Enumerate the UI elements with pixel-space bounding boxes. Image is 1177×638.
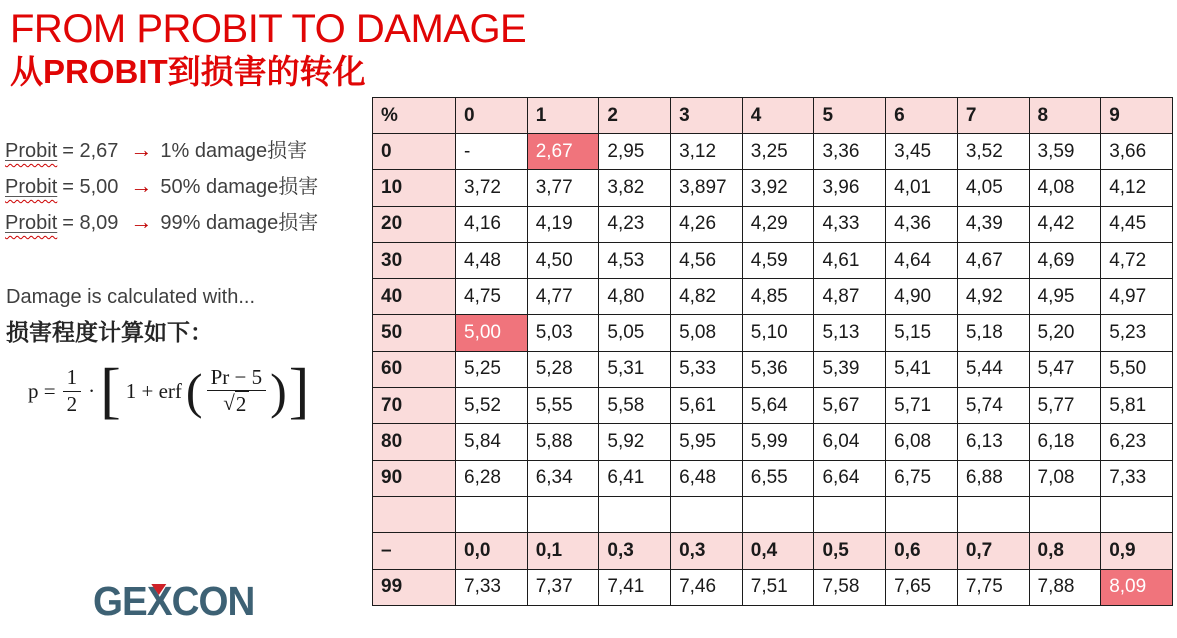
table-header-cell: 3 bbox=[671, 98, 743, 134]
formula-half-fraction: $\frac{1}{2}$ bbox=[63, 365, 82, 416]
probit-value-cell: 4,05 bbox=[957, 170, 1029, 206]
probit-value-cell bbox=[456, 496, 528, 532]
probit-value-cell: 0,0 bbox=[456, 533, 528, 569]
probit-value-cell: 5,64 bbox=[742, 388, 814, 424]
probit-value-cell: 4,01 bbox=[886, 170, 958, 206]
probit-value-cell bbox=[599, 496, 671, 532]
probit-value-cell: 3,66 bbox=[1101, 134, 1173, 170]
probit-value-cell: 6,64 bbox=[814, 460, 886, 496]
right-arrow-icon: → bbox=[130, 137, 153, 162]
probit-note-3 bbox=[5, 210, 318, 235]
table-header-cell: 6 bbox=[886, 98, 958, 134]
probit-value-cell: 4,64 bbox=[886, 242, 958, 278]
probit-value-cell: 4,12 bbox=[1101, 170, 1173, 206]
row-label-cell: 40 bbox=[373, 279, 456, 315]
table-row bbox=[373, 279, 1173, 315]
damage-text: 50% damage损害 bbox=[160, 176, 319, 198]
probit-value-cell: 4,85 bbox=[742, 279, 814, 315]
probit-value-cell: 4,90 bbox=[886, 279, 958, 315]
probit-value-cell bbox=[527, 496, 599, 532]
probit-value-cell: 5,20 bbox=[1029, 315, 1101, 351]
probit-value-cell: 0,6 bbox=[886, 533, 958, 569]
probit-formula: p = $\frac{1}{2}$ · [ 1 + erf ( Pr − 5 √ 2 ) ] bbox=[28, 357, 310, 425]
probit-value: = 2,67 bbox=[62, 140, 119, 162]
probit-value: = 5,00 bbox=[62, 176, 119, 198]
probit-value-cell: 5,33 bbox=[671, 351, 743, 387]
probit-value-cell: 6,13 bbox=[957, 424, 1029, 460]
probit-value-cell: 4,75 bbox=[456, 279, 528, 315]
damage-text: 99% damage损害 bbox=[160, 212, 319, 234]
probit-value-cell: 0,5 bbox=[814, 533, 886, 569]
highlighted-probit-cell: 2,67 bbox=[527, 134, 599, 170]
probit-value-cell: 5,15 bbox=[886, 315, 958, 351]
probit-value-cell: 4,97 bbox=[1101, 279, 1173, 315]
row-label-cell: 50 bbox=[373, 315, 456, 351]
probit-value-cell: 0,9 bbox=[1101, 533, 1173, 569]
table-row bbox=[373, 460, 1173, 496]
table-row bbox=[373, 388, 1173, 424]
probit-value-cell: 3,82 bbox=[599, 170, 671, 206]
probit-value-cell: 7,08 bbox=[1029, 460, 1101, 496]
table-row bbox=[373, 424, 1173, 460]
probit-value-cell: 5,44 bbox=[957, 351, 1029, 387]
probit-table-container bbox=[372, 97, 1173, 606]
probit-value-cell: 4,53 bbox=[599, 242, 671, 278]
probit-value-cell: 5,50 bbox=[1101, 351, 1173, 387]
probit-word: Probit bbox=[5, 212, 58, 234]
probit-value-cell: 4,29 bbox=[742, 206, 814, 242]
probit-value-cell bbox=[1029, 496, 1101, 532]
probit-value-cell: 5,58 bbox=[599, 388, 671, 424]
probit-value-cell: 6,28 bbox=[456, 460, 528, 496]
probit-value-cell: 5,81 bbox=[1101, 388, 1173, 424]
probit-value-cell: 4,48 bbox=[456, 242, 528, 278]
probit-value-cell: 5,88 bbox=[527, 424, 599, 460]
probit-note-2 bbox=[5, 174, 318, 199]
probit-value-cell: 5,31 bbox=[599, 351, 671, 387]
table-row bbox=[373, 533, 1173, 569]
probit-value-cell: 5,52 bbox=[456, 388, 528, 424]
row-label-cell: 99 bbox=[373, 569, 456, 605]
probit-value-cell: 3,77 bbox=[527, 170, 599, 206]
probit-word: Probit bbox=[5, 176, 58, 198]
probit-value-cell: 3,36 bbox=[814, 134, 886, 170]
highlighted-probit-cell: 5,00 bbox=[456, 315, 528, 351]
table-row bbox=[373, 351, 1173, 387]
formula-erf: 1 + erf bbox=[125, 378, 182, 403]
right-arrow-icon: → bbox=[130, 173, 153, 198]
probit-value-cell: 4,80 bbox=[599, 279, 671, 315]
row-label-cell bbox=[373, 496, 456, 532]
formula-inner-fraction: Pr − 5 √ 2 bbox=[207, 365, 267, 417]
calc-intro-zh: 损害程度计算如下： bbox=[6, 319, 213, 345]
probit-value-cell: 5,36 bbox=[742, 351, 814, 387]
probit-value-cell: 4,87 bbox=[814, 279, 886, 315]
probit-value-cell: 0,4 bbox=[742, 533, 814, 569]
probit-value-cell: 4,19 bbox=[527, 206, 599, 242]
row-label-cell: 0 bbox=[373, 134, 456, 170]
probit-value-cell bbox=[671, 496, 743, 532]
probit-value: = 8,09 bbox=[62, 212, 119, 234]
probit-value-cell: - bbox=[456, 134, 528, 170]
table-row bbox=[373, 242, 1173, 278]
probit-value-cell bbox=[886, 496, 958, 532]
probit-value-cell: 0,7 bbox=[957, 533, 1029, 569]
probit-value-cell: 4,59 bbox=[742, 242, 814, 278]
probit-value-cell: 6,55 bbox=[742, 460, 814, 496]
probit-value-cell: 4,69 bbox=[1029, 242, 1101, 278]
probit-value-cell: 0,8 bbox=[1029, 533, 1101, 569]
probit-value-cell: 4,39 bbox=[957, 206, 1029, 242]
probit-value-cell: 5,67 bbox=[814, 388, 886, 424]
probit-value-cell: 6,41 bbox=[599, 460, 671, 496]
table-row bbox=[373, 496, 1173, 532]
damage-text: 1% damage损害 bbox=[160, 140, 308, 162]
gexcon-logo bbox=[93, 578, 254, 625]
probit-value-cell: 4,26 bbox=[671, 206, 743, 242]
table-header-cell: 4 bbox=[742, 98, 814, 134]
row-label-cell: 70 bbox=[373, 388, 456, 424]
probit-value-cell: 4,36 bbox=[886, 206, 958, 242]
probit-value-cell: 5,47 bbox=[1029, 351, 1101, 387]
row-label-cell: 30 bbox=[373, 242, 456, 278]
probit-value-cell: 3,12 bbox=[671, 134, 743, 170]
table-header-cell: 9 bbox=[1101, 98, 1173, 134]
probit-value-cell: 5,39 bbox=[814, 351, 886, 387]
probit-value-cell: 7,46 bbox=[671, 569, 743, 605]
probit-value-cell bbox=[957, 496, 1029, 532]
logo-text-left: GE bbox=[93, 578, 147, 624]
probit-value-cell: 4,08 bbox=[1029, 170, 1101, 206]
probit-value-cell: 5,10 bbox=[742, 315, 814, 351]
probit-value-cell: 5,28 bbox=[527, 351, 599, 387]
table-header-cell: 0 bbox=[456, 98, 528, 134]
probit-value-cell: 0,3 bbox=[599, 533, 671, 569]
probit-value-cell: 7,51 bbox=[742, 569, 814, 605]
probit-value-cell: 5,41 bbox=[886, 351, 958, 387]
row-label-cell: 20 bbox=[373, 206, 456, 242]
probit-value-cell: 7,33 bbox=[1101, 460, 1173, 496]
probit-value-cell: 6,18 bbox=[1029, 424, 1101, 460]
probit-value-cell: 5,95 bbox=[671, 424, 743, 460]
probit-value-cell: 5,99 bbox=[742, 424, 814, 460]
probit-value-cell: 5,74 bbox=[957, 388, 1029, 424]
table-header-cell: 2 bbox=[599, 98, 671, 134]
probit-value-cell: 4,23 bbox=[599, 206, 671, 242]
probit-value-cell: 5,55 bbox=[527, 388, 599, 424]
probit-value-cell: 4,77 bbox=[527, 279, 599, 315]
probit-value-cell: 4,67 bbox=[957, 242, 1029, 278]
probit-value-cell: 4,33 bbox=[814, 206, 886, 242]
probit-value-cell: 6,34 bbox=[527, 460, 599, 496]
table-row bbox=[373, 170, 1173, 206]
probit-value-cell: 5,61 bbox=[671, 388, 743, 424]
table-header-cell: 7 bbox=[957, 98, 1029, 134]
probit-value-cell bbox=[814, 496, 886, 532]
probit-value-cell: 3,72 bbox=[456, 170, 528, 206]
table-row bbox=[373, 134, 1173, 170]
probit-note-1 bbox=[5, 138, 307, 163]
probit-value-cell: 6,08 bbox=[886, 424, 958, 460]
probit-value-cell: 2,95 bbox=[599, 134, 671, 170]
probit-value-cell: 4,45 bbox=[1101, 206, 1173, 242]
row-label-cell: 90 bbox=[373, 460, 456, 496]
probit-value-cell: 3,52 bbox=[957, 134, 1029, 170]
probit-value-cell: 4,92 bbox=[957, 279, 1029, 315]
logo-text-right: CON bbox=[171, 578, 255, 624]
row-label-cell: – bbox=[373, 533, 456, 569]
probit-value-cell: 3,45 bbox=[886, 134, 958, 170]
probit-value-cell: 5,05 bbox=[599, 315, 671, 351]
table-row bbox=[373, 569, 1173, 605]
probit-value-cell: 4,61 bbox=[814, 242, 886, 278]
row-label-cell: 80 bbox=[373, 424, 456, 460]
table-row bbox=[373, 315, 1173, 351]
probit-value-cell: 3,59 bbox=[1029, 134, 1101, 170]
sqrt-expression: √ 2 bbox=[219, 391, 253, 417]
probit-value-cell: 4,72 bbox=[1101, 242, 1173, 278]
probit-value-cell: 4,82 bbox=[671, 279, 743, 315]
formula-lhs: p = bbox=[28, 378, 56, 403]
probit-value-cell: 3,92 bbox=[742, 170, 814, 206]
highlighted-probit-cell: 8,09 bbox=[1101, 569, 1173, 605]
probit-table-head-row bbox=[373, 98, 1173, 134]
probit-value-cell bbox=[742, 496, 814, 532]
probit-value-cell: 3,897 bbox=[671, 170, 743, 206]
probit-value-cell: 3,96 bbox=[814, 170, 886, 206]
probit-value-cell: 7,41 bbox=[599, 569, 671, 605]
slide-title: FROM PROBIT TO DAMAGE bbox=[10, 7, 527, 51]
probit-value-cell: 4,16 bbox=[456, 206, 528, 242]
probit-value-cell: 6,04 bbox=[814, 424, 886, 460]
probit-word: Probit bbox=[5, 140, 58, 162]
probit-value-cell: 7,37 bbox=[527, 569, 599, 605]
slide-subtitle: 从PROBIT到损害的转化 bbox=[10, 53, 366, 90]
probit-value-cell: 7,88 bbox=[1029, 569, 1101, 605]
probit-value-cell: 4,56 bbox=[671, 242, 743, 278]
probit-value-cell: 7,58 bbox=[814, 569, 886, 605]
probit-value-cell: 5,03 bbox=[527, 315, 599, 351]
probit-value-cell: 7,65 bbox=[886, 569, 958, 605]
probit-value-cell: 5,84 bbox=[456, 424, 528, 460]
probit-table bbox=[372, 97, 1173, 606]
formula-cdot: · bbox=[88, 378, 96, 403]
probit-value-cell: 0,3 bbox=[671, 533, 743, 569]
table-corner-cell: % bbox=[373, 98, 456, 134]
row-label-cell: 10 bbox=[373, 170, 456, 206]
probit-value-cell: 6,75 bbox=[886, 460, 958, 496]
probit-table-body bbox=[373, 134, 1173, 606]
probit-value-cell: 0,1 bbox=[527, 533, 599, 569]
probit-value-cell: 5,18 bbox=[957, 315, 1029, 351]
probit-value-cell: 5,23 bbox=[1101, 315, 1173, 351]
table-header-cell: 1 bbox=[527, 98, 599, 134]
probit-value-cell: 5,08 bbox=[671, 315, 743, 351]
probit-value-cell: 4,50 bbox=[527, 242, 599, 278]
probit-value-cell: 6,23 bbox=[1101, 424, 1173, 460]
logo-x-with-triangle-icon: X bbox=[146, 578, 172, 624]
probit-value-cell: 3,25 bbox=[742, 134, 814, 170]
table-row bbox=[373, 206, 1173, 242]
probit-value-cell: 6,88 bbox=[957, 460, 1029, 496]
calc-intro-en: Damage is calculated with... bbox=[6, 286, 256, 308]
probit-value-cell: 5,77 bbox=[1029, 388, 1101, 424]
probit-value-cell: 7,75 bbox=[957, 569, 1029, 605]
probit-value-cell: 6,48 bbox=[671, 460, 743, 496]
probit-value-cell: 5,71 bbox=[886, 388, 958, 424]
probit-value-cell: 5,92 bbox=[599, 424, 671, 460]
table-header-cell: 8 bbox=[1029, 98, 1101, 134]
row-label-cell: 60 bbox=[373, 351, 456, 387]
probit-value-cell: 5,25 bbox=[456, 351, 528, 387]
probit-value-cell: 4,42 bbox=[1029, 206, 1101, 242]
right-arrow-icon: → bbox=[130, 209, 153, 234]
probit-value-cell: 4,95 bbox=[1029, 279, 1101, 315]
probit-value-cell bbox=[1101, 496, 1173, 532]
probit-value-cell: 5,13 bbox=[814, 315, 886, 351]
table-header-cell: 5 bbox=[814, 98, 886, 134]
probit-value-cell: 7,33 bbox=[456, 569, 528, 605]
